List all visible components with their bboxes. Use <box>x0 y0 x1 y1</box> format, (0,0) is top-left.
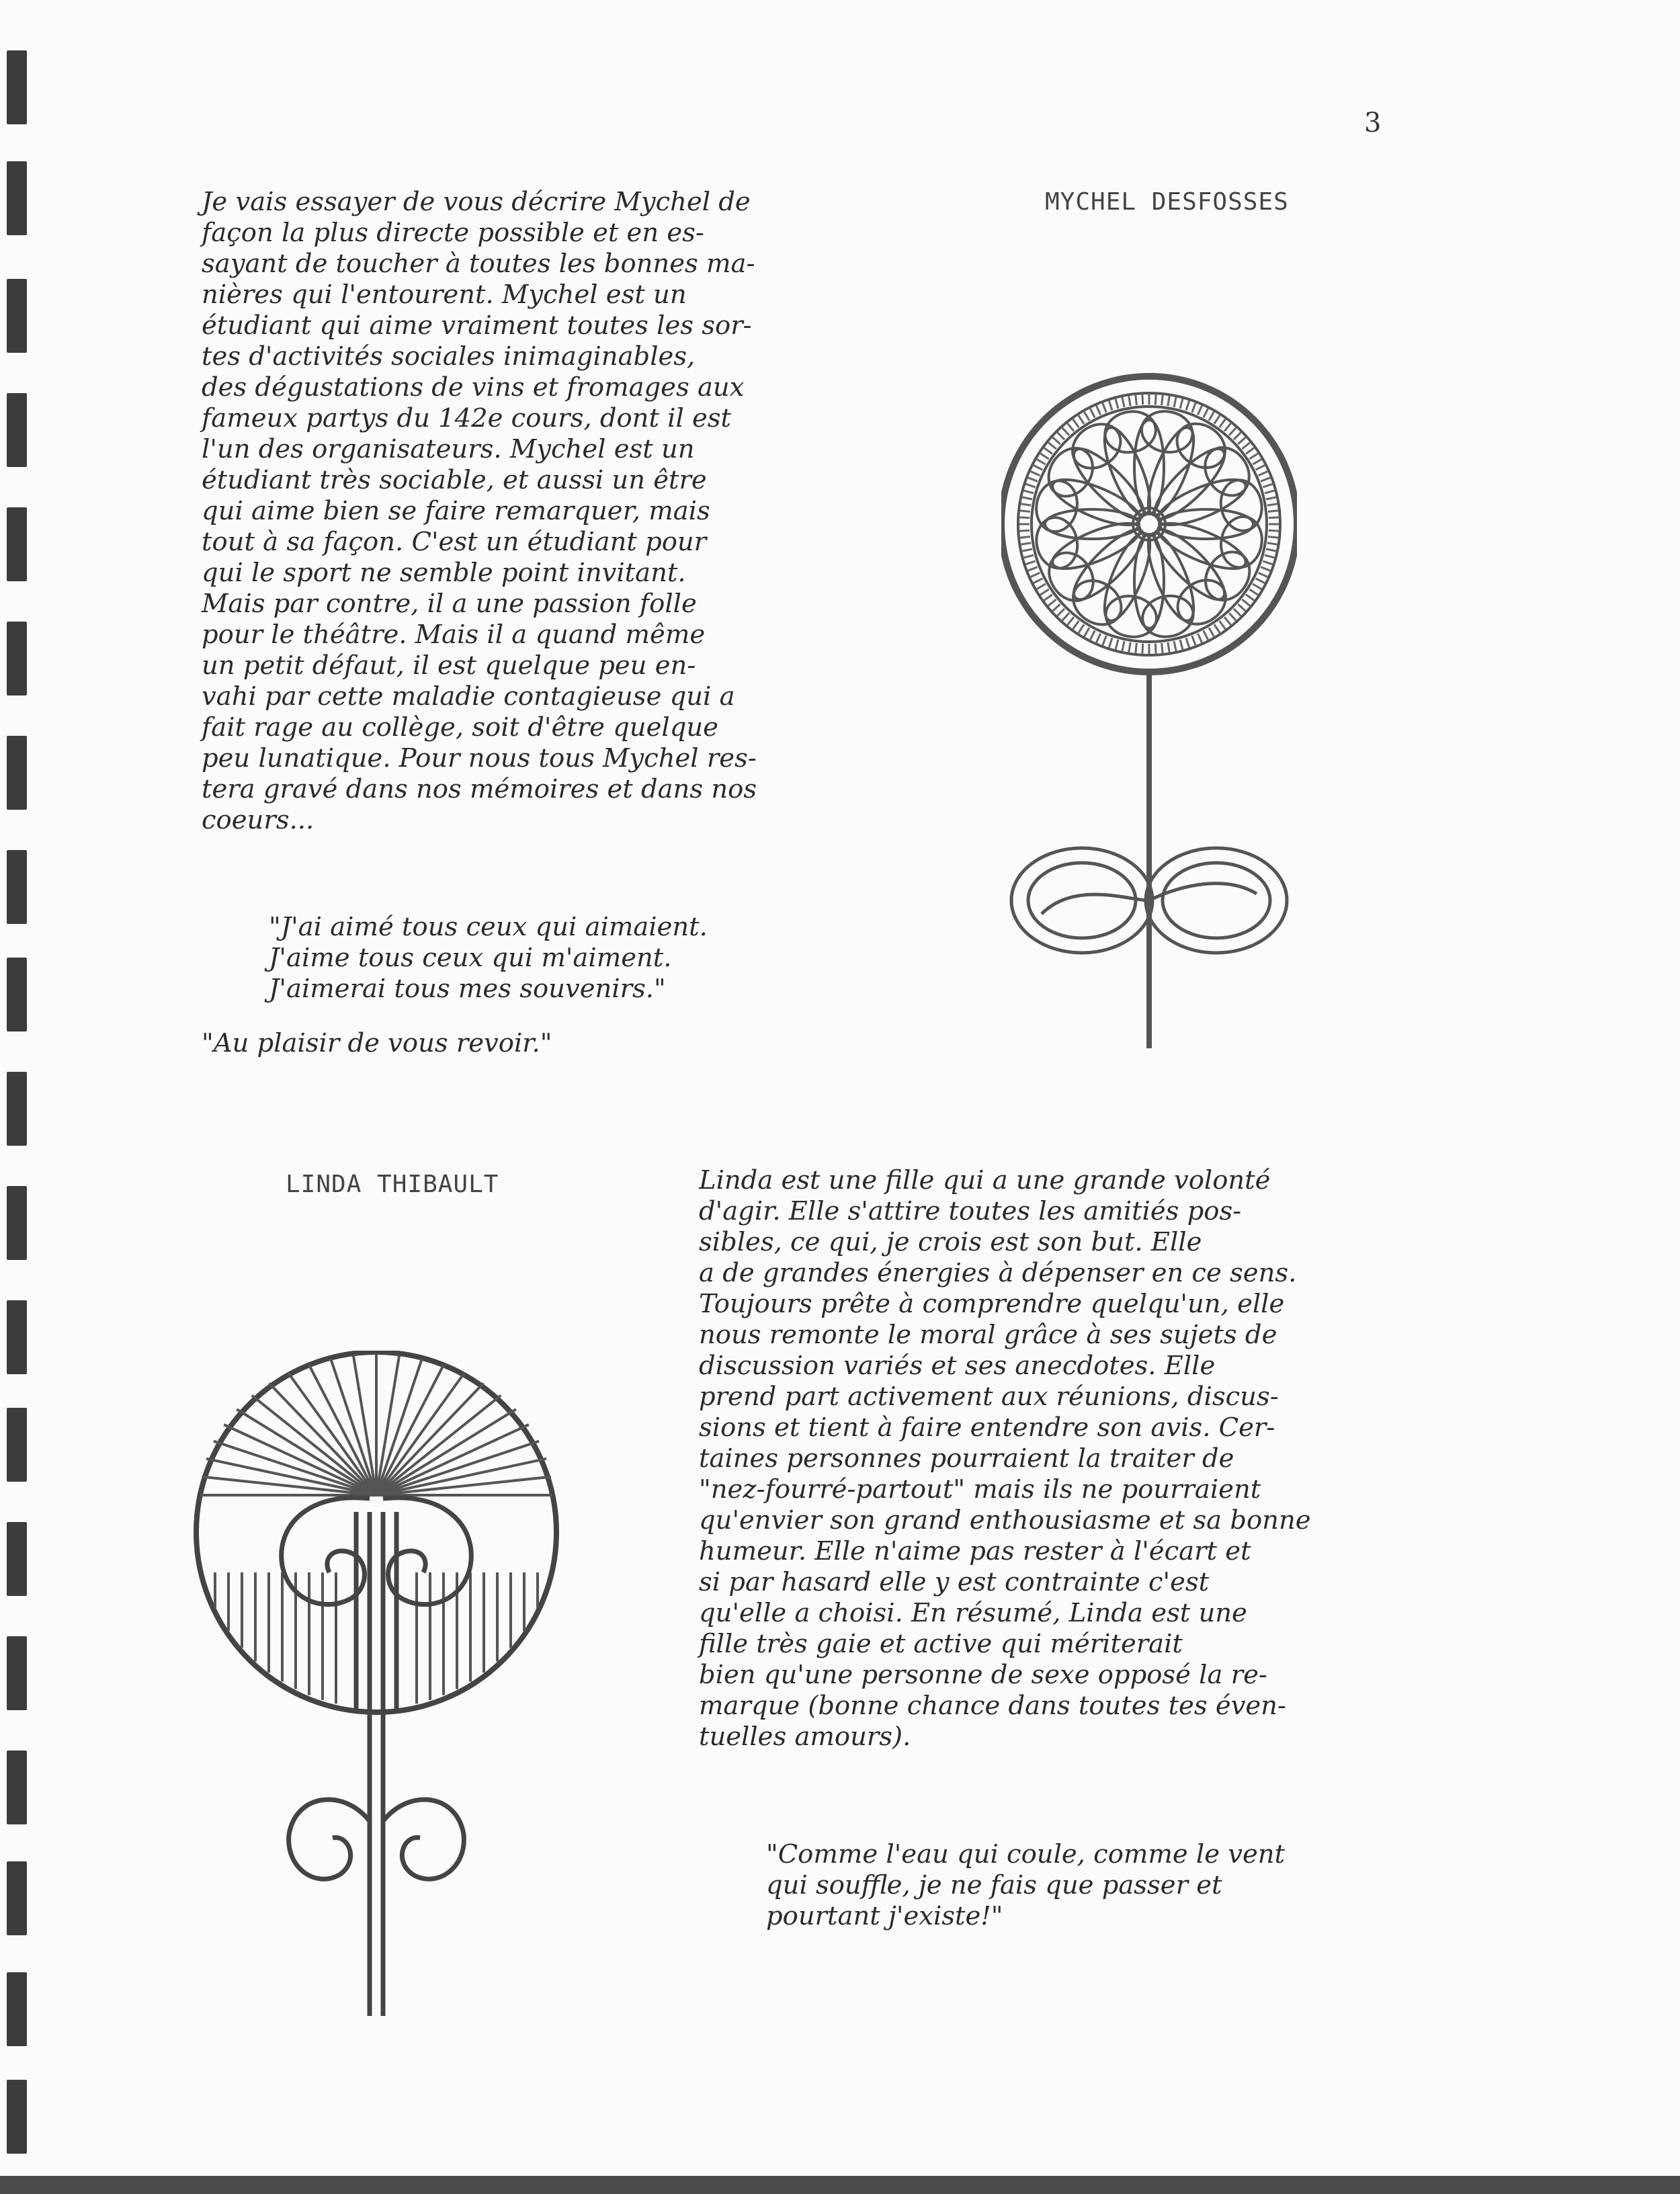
binding-hole <box>7 507 27 581</box>
flower-drawing-icon <box>1001 323 1297 1062</box>
binding-hole <box>7 1408 27 1482</box>
binding-hole <box>7 1636 27 1710</box>
binding-hole <box>7 1750 27 1824</box>
flower-drawing-icon <box>188 1351 564 2023</box>
binding-hole <box>7 393 27 467</box>
mychel-quote: "J'ai aimé tous ceux qui aimaient. J'aime tous ceux qui m'aiment. J'aimerai tous mes souvenirs." <box>269 912 708 1004</box>
section-heading-linda: LINDA THIBAULT <box>286 1171 499 1198</box>
binding-hole <box>7 1072 27 1146</box>
binding-hole <box>7 2080 27 2154</box>
binding-hole <box>7 279 27 353</box>
page-number: 3 <box>1364 108 1382 138</box>
binding-hole <box>7 1300 27 1374</box>
linda-description: Linda est une fille qui a une grande volonté d'agir. Elle s'attire toutes les amitiés pos- sibles, ce qui, je crois est son but. Elle a de grandes énergies à dépenser en ce sens. Toujours prête à comprendre quelqu'un, elle nous remonte le moral grâce à ses sujets de discussion variés et ses anecdotes. Elle prend part activement aux réunions, discus- sions et tient à faire entendre son avis. Cer- taines personnes pourraient la traiter de "nez-fourré-partout" mais ils ne pourraient qu'envier son grand enthousiasme et sa bonne humeur. Elle n'aime pas rester à l'écart et si par hasard elle y est contrainte c'est qu'elle a choisi. En résumé, Linda est une fille très gaie et active qui mériterait bien qu'une personne de sexe opposé la re- marque (bonne chance dans toutes tes éven- tuelles amours). <box>699 1165 1311 1752</box>
binding-hole <box>7 850 27 924</box>
page-bottom-edge <box>0 2176 1680 2194</box>
binding-hole <box>7 622 27 695</box>
spiral-binding <box>0 0 40 2194</box>
mychel-description: Je vais essayer de vous décrire Mychel de façon la plus directe possible et en es- sayant de toucher à toutes les bonnes ma- nières qui l'entourent. Mychel est un étudiant qui aime vraiment toutes les sor- tes d'activités sociales inimaginables, des dégustations de vins et fromages aux fameux partys du 142e cours, dont il est l'un des organisateurs. Mychel est un étudiant très sociable, et aussi un être qui aime bien se faire remarquer, mais tout à sa façon. C'est un étudiant pour qui le sport ne semble point invitant. Mais par contre, il a une passion folle pour le théâtre. Mais il a quand même un petit défaut, il est quelque peu en- vahi par cette maladie contagieuse qui a fait rage au collège, soit d'être quelque peu lunatique. Pour nous tous Mychel res- tera gravé dans nos mémoires et dans nos coeurs... <box>202 187 757 835</box>
binding-hole <box>7 1522 27 1596</box>
binding-hole <box>7 50 27 124</box>
binding-hole <box>7 161 27 235</box>
binding-hole <box>7 1186 27 1260</box>
mychel-farewell: "Au plaisir de vous revoir." <box>202 1028 552 1058</box>
binding-hole <box>7 1972 27 2046</box>
binding-hole <box>7 1861 27 1935</box>
linda-quote: "Comme l'eau qui coule, comme le vent qui souffle, je ne fais que passer et pourtant j'existe!" <box>766 1839 1286 1931</box>
section-heading-mychel: MYCHEL DESFOSSES <box>1045 188 1289 216</box>
binding-hole <box>7 958 27 1031</box>
binding-hole <box>7 736 27 810</box>
